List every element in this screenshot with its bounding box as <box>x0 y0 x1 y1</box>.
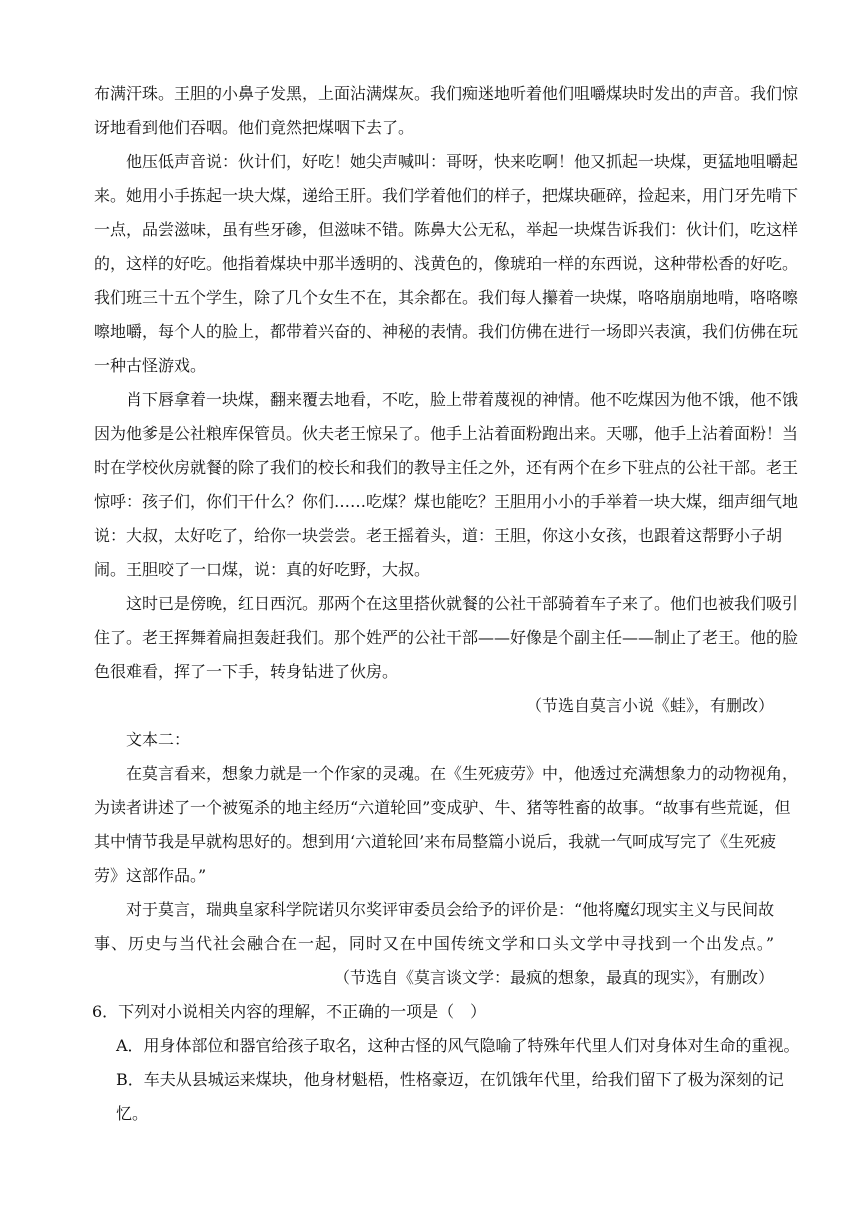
paragraph-line: 对于莫言，瑞典皇家科学院诺贝尔奖评审委员会给予的评价是：“他将魔幻现实主义与民间故 <box>94 900 775 919</box>
option-b-continuation: 忆。 <box>116 1104 149 1123</box>
option-b: B．车夫从县城运来煤块，他身材魁梧，性格豪迈，在饥饿年代里，给我们留下了极为深刻的记 <box>116 1070 784 1089</box>
paragraph-line: 的，这样的好吃。他指着煤块中那半透明的、浅黄色的，像琥珀一样的东西说，这种带松香的好吃。 <box>94 254 799 273</box>
paragraph-line: 说：大叔，太好吃了，给你一块尝尝。老王摇着头，道：王胆，你这小女孩，也跟着这帮野小子胡 <box>94 526 783 545</box>
paragraph-line: 时在学校伙房就餐的除了我们的校长和我们的教导主任之外，还有两个在乡下驻点的公社干部。老王 <box>94 458 799 477</box>
paragraph-line: 讶地看到他们吞咽。他们竟然把煤咽下去了。 <box>94 118 415 137</box>
text2-source-citation: （节选自《莫言谈文学：最疯的想象，最真的现实》，有删改） <box>333 968 774 987</box>
text2-passage <box>94 730 799 988</box>
question-stem: 6．下列对小说相关内容的理解，不正确的一项是（ ） <box>92 1002 487 1021</box>
text2-heading: 文本二： <box>94 730 191 749</box>
paragraph-line: 肖下唇拿着一块煤，翻来覆去地看，不吃，脸上带着蔑视的神情。他不吃煤因为他不饿，他不饿 <box>94 390 799 409</box>
paragraph-line: 布满汗珠。王胆的小鼻子发黑，上面沾满煤灰。我们痴迷地听着他们咀嚼煤块时发出的声音。我们惊 <box>94 84 799 103</box>
paragraph-line: 事、历史与当代社会融合在一起，同时又在中国传统文学和口头文学中寻找到一个出发点。” <box>94 934 774 953</box>
paragraph-line: 我们班三十五个学生，除了几个女生不在，其余都在。我们每人攥着一块煤，咯咯崩崩地啃，咯咯嚓 <box>94 288 799 307</box>
paragraph-line: 为读者讲述了一个被冤杀的地主经历“六道轮回”变成驴、牛、猪等牲畜的故事。“故事有些荒诞，但 <box>94 798 791 817</box>
paragraph-line: 住了。老王挥舞着扁担轰赶我们。那个姓严的公社干部——好像是个副主任——制止了老王。他的脸 <box>94 628 799 647</box>
paragraph-line: 劳》这部作品。” <box>94 866 207 885</box>
question-6 <box>92 1002 800 1124</box>
paragraph-line: 嚓地嚼，每个人的脸上，都带着兴奋的、神秘的表情。我们仿佛在进行一场即兴表演，我们仿佛在玩 <box>94 322 799 341</box>
paragraph-line: 色很难看，挥了一下手，转身钻进了伙房。 <box>94 662 399 681</box>
paragraph-line: 其中情节我是早就构思好的。想到用‘六道轮回’来布局整篇小说后，我就一气呵成写完了《生死疲 <box>94 832 777 851</box>
paragraph-line: 这时已是傍晚，红日西沉。那两个在这里搭伙就餐的公社干部骑着车子来了。他们也被我们吸引 <box>94 594 799 613</box>
paragraph-line: 他压低声音说：伙计们，好吃！她尖声喊叫：哥呀，快来吃啊！他又抓起一块煤，更猛地咀嚼起 <box>94 152 799 171</box>
option-a: A．用身体部位和器官给孩子取名，这种古怪的风气隐喻了特殊年代里人们对身体对生命的重视。 <box>116 1036 800 1055</box>
paragraph-line: 一种古怪游戏。 <box>94 356 207 375</box>
paragraph-line: 一点，品尝滋味，虽有些牙碜，但滋味不错。陈鼻大公无私，举起一块煤告诉我们：伙计们，吃这样 <box>94 220 799 239</box>
text1-source-citation: （节选自莫言小说《蛙》，有删改） <box>525 696 774 715</box>
paragraph-line: 惊呼：孩子们，你们干什么？你们……吃煤？煤也能吃？王胆用小小的手举着一块大煤，细声细气地 <box>94 492 799 511</box>
paragraph-line: 来。她用小手拣起一块大煤，递给王肝。我们学着他们的样子，把煤块砸碎，捡起来，用门牙先啃下 <box>94 186 799 205</box>
paragraph-line: 因为他爹是公社粮库保管员。伙夫老王惊呆了。他手上沾着面粉跑出来。天哪，他手上沾着面粉！当 <box>94 424 799 443</box>
text1-passage <box>94 84 799 716</box>
document-page <box>92 84 800 1138</box>
paragraph-line: 闹。王胆咬了一口煤，说：真的好吃野，大叔。 <box>94 560 431 579</box>
paragraph-line: 在莫言看来，想象力就是一个作家的灵魂。在《生死疲劳》中，他透过充满想象力的动物视角， <box>94 764 799 783</box>
